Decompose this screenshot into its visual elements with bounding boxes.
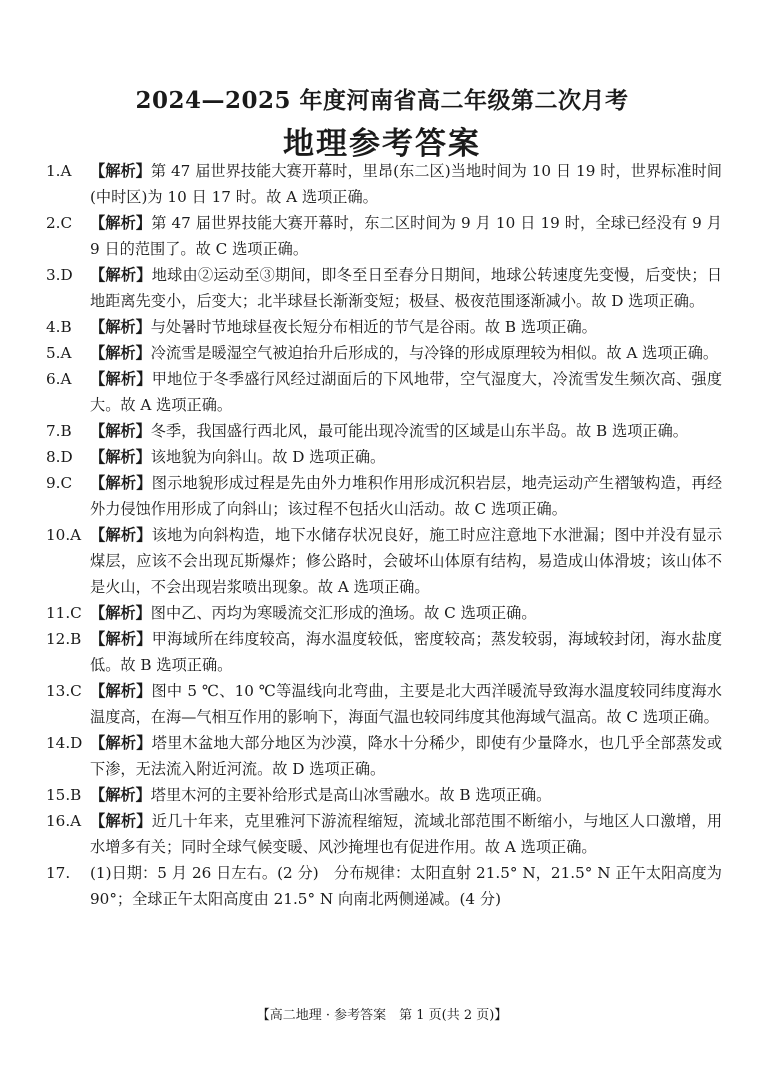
exam-title: 2024—2025 年度河南省高二年级第二次月考 (135, 87, 629, 114)
answer-number: 9.C (46, 474, 73, 492)
answer-item-14 (46, 730, 722, 782)
analysis-tag: 【解析】 (90, 786, 151, 804)
answer-number: 3.D (46, 266, 73, 284)
answer-number: 8.D (46, 448, 73, 466)
answer-item-4 (46, 314, 722, 340)
answer-number: 10.A (46, 526, 82, 544)
answer-number: 14.D (46, 734, 83, 752)
answer-text: 第 47 届世界技能大赛开幕时，里昂(东二区)当地时间为 10 日 19 时，世界标准时间(中时区)为 10 日 17 时。故 A 选项正确。 (90, 162, 722, 206)
answer-text: 塔里木河的主要补给形式是高山冰雪融水。故 B 选项正确。 (150, 786, 552, 804)
answer-text: 冬季，我国盛行西北风，最可能出现冷流雪的区域是山东半岛。故 B 选项正确。 (150, 422, 688, 440)
page-title: 地理参考答案 (283, 126, 481, 162)
answer-item-5 (46, 340, 722, 366)
analysis-tag: 【解析】 (90, 734, 152, 752)
answer-number: 2.C (46, 214, 73, 232)
answer-item-12 (46, 626, 722, 678)
answer-item-10 (46, 522, 722, 600)
answer-list (46, 158, 722, 912)
analysis-tag: 【解析】 (90, 162, 151, 180)
answer-text: 与处暑时节地球昼夜长短分布相近的节气是谷雨。故 B 选项正确。 (150, 318, 597, 336)
answer-item-16 (46, 808, 722, 860)
answer-item-17 (46, 860, 722, 912)
answer-number: 16.A (46, 812, 82, 830)
answer-item-6 (46, 366, 722, 418)
answer-text: 近几十年来，克里雅河下游流程缩短，流域北部范围不断缩小，与地区人口激增，用水增多有关；同时全球气候变暖、风沙掩埋也有促进作用。故 A 选项正确。 (90, 812, 723, 856)
analysis-tag: 【解析】 (90, 344, 151, 362)
analysis-tag: 【解析】 (90, 422, 151, 440)
analysis-tag: 【解析】 (90, 682, 152, 700)
answer-text: 图中乙、丙均为寒暖流交汇形成的渔场。故 C 选项正确。 (150, 604, 537, 622)
page-footer: 【高二地理 · 参考答案 第 1 页(共 2 页)】 (256, 1008, 508, 1023)
answer-text: 冷流雪是暖湿空气被迫抬升后形成的，与冷锋的形成原理较为相似。故 A 选项正确。 (150, 344, 719, 362)
answer-item-2 (46, 210, 722, 262)
answer-number: 15.B (46, 786, 82, 804)
answer-item-1 (46, 158, 722, 210)
analysis-tag: 【解析】 (90, 266, 152, 284)
analysis-tag: 【解析】 (90, 630, 152, 648)
answer-number: 17. (46, 864, 71, 882)
answer-text: 地球由②运动至③期间，即冬至日至春分日期间，地球公转速度先变慢，后变快；日地距离先变小，后变大；北半球昼长渐渐变短；极昼、极夜范围逐渐减小。故 D 选项正确。 (90, 266, 723, 310)
analysis-tag: 【解析】 (90, 370, 152, 388)
answer-item-7 (46, 418, 722, 444)
answer-number: 4.B (46, 318, 72, 336)
answer-item-15 (46, 782, 722, 808)
answer-item-11 (46, 600, 722, 626)
answer-number: 5.A (46, 344, 72, 362)
answer-number: 1.A (46, 162, 72, 180)
answer-text: 塔里木盆地大部分地区为沙漠，降水十分稀少，即使有少量降水，也几乎全部蒸发或下渗，无法流入附近河流。故 D 选项正确。 (90, 734, 723, 778)
analysis-tag: 【解析】 (90, 604, 151, 622)
analysis-tag: 【解析】 (90, 474, 152, 492)
analysis-tag: 【解析】 (90, 318, 151, 336)
analysis-tag: 【解析】 (90, 812, 152, 830)
answer-item-9 (46, 470, 722, 522)
answer-text: 甲地位于冬季盛行风经过湖面后的下风地带，空气湿度大，冷流雪发生频次高、强度大。故 A 选项正确。 (90, 370, 723, 414)
analysis-tag: 【解析】 (90, 526, 152, 544)
answer-text: 该地为向斜构造，地下水储存状况良好，施工时应注意地下水泄漏；图中并没有显示煤层，应该不会出现瓦斯爆炸；修公路时，会破坏山体原有结构，易造成山体滑坡；该山体不是火山，不会出现岩浆喷出现象。故 A 选项正确。 (90, 526, 723, 596)
answer-text: 图中 5 ℃、10 ℃等温线向北弯曲，主要是北大西洋暖流导致海水温度较同纬度海水温度高，在海—气相互作用的影响下，海面气温也较同纬度其他海域气温高。故 C 选项正确。 (90, 682, 722, 726)
analysis-tag: 【解析】 (90, 214, 152, 232)
answer-number: 12.B (46, 630, 82, 648)
answer-text: (1)日期：5 月 26 日左右。(2 分) 分布规律：太阳直射 21.5° N，21.5° N 正午太阳高度为 90°；全球正午太阳高度由 21.5° N 向南北两侧递减。(4 分) (90, 864, 722, 908)
answer-item-13 (46, 678, 722, 730)
answer-number: 13.C (46, 682, 82, 700)
answer-number: 11.C (46, 604, 82, 622)
answer-item-3 (46, 262, 722, 314)
answer-text: 图示地貌形成过程是先由外力堆积作用形成沉积岩层，地壳运动产生褶皱构造，再经外力侵蚀作用形成了向斜山；该过程不包括火山活动。故 C 选项正确。 (90, 474, 723, 518)
answer-text: 甲海域所在纬度较高，海水温度较低，密度较高；蒸发较弱，海域较封闭，海水盐度低。故 B 选项正确。 (90, 630, 723, 674)
answer-number: 6.A (46, 370, 72, 388)
answer-text: 该地貌为向斜山。故 D 选项正确。 (150, 448, 386, 466)
answer-item-8 (46, 444, 722, 470)
answer-text: 第 47 届世界技能大赛开幕时，东二区时间为 9 月 10 日 19 时，全球已经没有 9 月 9 日的范围了。故 C 选项正确。 (90, 214, 722, 258)
answer-number: 7.B (46, 422, 72, 440)
analysis-tag: 【解析】 (90, 448, 151, 466)
